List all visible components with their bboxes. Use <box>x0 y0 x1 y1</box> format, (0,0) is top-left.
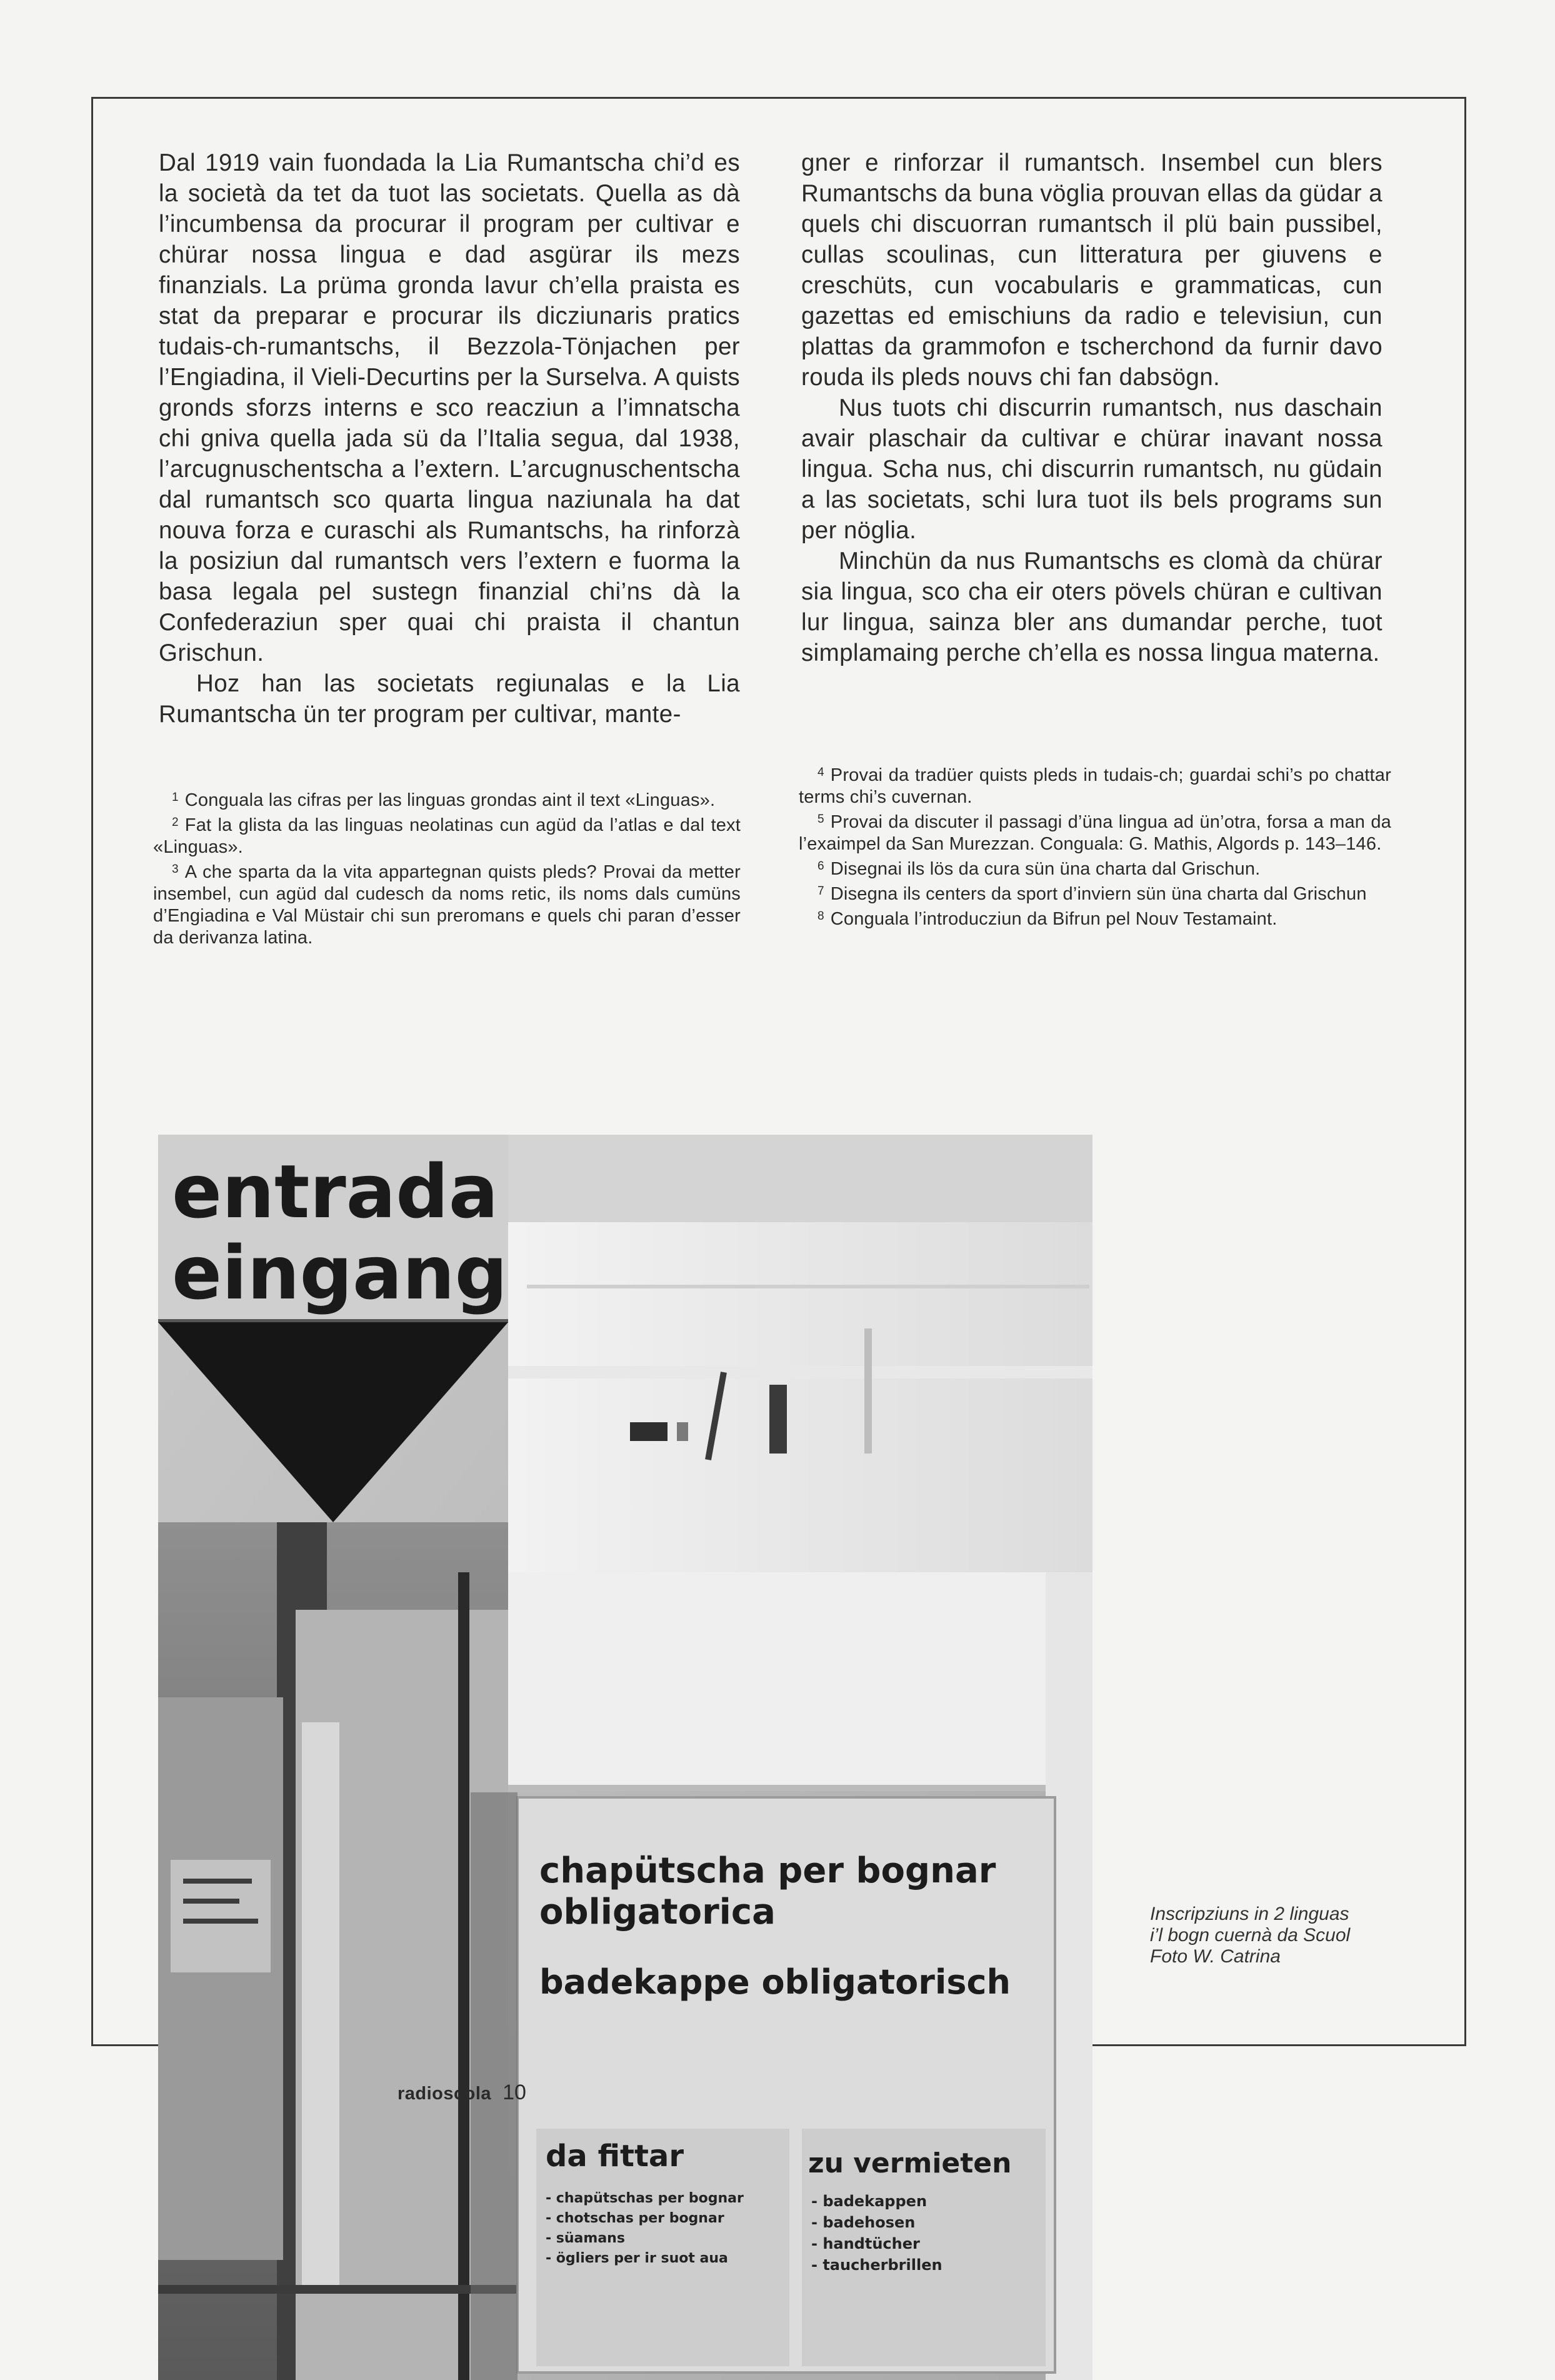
rent-item-right: - handtücher <box>811 2235 920 2252</box>
rent-item-left: - chotschas per bognar <box>546 2211 724 2226</box>
footnote-text: Disegnai ils lös da cura sün üna charta dal Grischun. <box>830 859 1261 879</box>
page-footer <box>398 2080 526 2106</box>
rent-item-left: - ögliers per ir suot aua <box>546 2251 728 2266</box>
photo-caption <box>1150 1904 1356 1967</box>
footnote <box>799 905 1391 930</box>
photo-bilingual-signs <box>158 1135 1092 2380</box>
footnote <box>799 855 1391 880</box>
sign-entrada-text: entrada <box>172 1148 499 1235</box>
footnote-text: Disegna ils centers da sport d’inviern sün üna charta dal Grischun <box>830 884 1367 904</box>
footnote-number: 6 <box>818 860 824 873</box>
rent-item-right: - badehosen <box>811 2214 916 2231</box>
footnote-text: Provai da discuter il passagi d’üna lingua ad ün’otra, forsa a man da l’exaimpel da San Murezzan. Conguala: G. Mathis, Algords p. 143–146. <box>799 812 1391 854</box>
footnote <box>799 880 1391 905</box>
publication-name: radioscola <box>398 2084 492 2104</box>
rent-item-left: - chapütschas per bognar <box>546 2191 744 2206</box>
paragraph: Minchün da nus Rumantschs es clomà da chürar sia lingua, sco cha eir oters pövels chüran e cultivan lur lingua, sainza bler ans dumandar perche, tuot simplamaing perche ch’ella es nossa lingua materna. <box>801 548 1382 666</box>
rent-item-right: - badekappen <box>811 2192 928 2210</box>
footnote-text: Conguala las cifras per las linguas grondas aint il text «Linguas». <box>184 790 716 810</box>
page-number: 10 <box>502 2081 526 2104</box>
sign-main-line3: badekappe obligatorisch <box>539 1962 1011 2002</box>
footnote-number: 8 <box>818 910 824 923</box>
footnote-number: 1 <box>172 791 179 804</box>
footnote-number: 3 <box>172 863 179 876</box>
sign-main-line1: chapütscha per bognar <box>539 1850 996 1891</box>
footnote-number: 5 <box>818 813 824 826</box>
footnote-number: 7 <box>818 885 824 898</box>
rent-item-right: - taucherbrillen <box>811 2256 942 2274</box>
text-column-left <box>159 148 740 730</box>
caption-credit: Foto W. Catrina <box>1150 1946 1281 1967</box>
footnote <box>799 808 1391 855</box>
rent-heading-right: zu vermieten <box>808 2147 1012 2179</box>
rent-heading-left: da fittar <box>546 2139 684 2174</box>
sign-eingang-text: eingang <box>172 1230 508 1316</box>
footnote-text: Provai da tradüer quists pleds in tudais-ch; guardai schi’s po chattar terms chi’s cuvernan. <box>799 765 1391 807</box>
footnote-text: A che sparta da la vita appartegnan quists pleds? Provai da metter insembel, cun agüd dal cudesch da noms retic, ils noms dals cumüns d’Engiadina e Val Müstair chi sun preromans e quels chi paran d’esser da derivanza latina. <box>153 862 741 948</box>
footnote <box>153 786 741 811</box>
paragraph: Nus tuots chi discurrin rumantsch, nus daschain avair plaschair da cultivar e chürar inavant nossa lingua. Scha nus, chi discurrin rumantsch, nu güdain a las societats, schi lura tuot ils bels programs sun per nöglia. <box>801 394 1382 544</box>
footnote <box>153 858 741 949</box>
footnote-text: Fat la glista da las linguas neolatinas cun agüd da l’atlas e dal text «Linguas». <box>153 815 741 857</box>
rent-item-left: - süamans <box>546 2231 625 2246</box>
paragraph: gner e rinforzar il rumantsch. Insembel cun blers Rumantschs da buna vöglia prouvan ellas da güdar a quels chi discuorran rumantsch il plü bain pussibel, cullas scoulinas, cun litteratura per giuvens e creschüts, cun vocabularis e grammaticas, cun gazettas ed emischiuns da radio e televisiun, cun plattas da grammofon e tscherchond da furnir davo rouda ils pleds nouvs chi fan dabsögn. <box>801 149 1382 391</box>
caption-line: Inscripziuns in 2 linguas <box>1150 1904 1349 1924</box>
paragraph: Hoz han las societats regiunalas e la Lia Rumantscha ün ter program per cultivar, mante- <box>159 670 740 728</box>
footnote-number: 2 <box>172 816 179 829</box>
sign-main-line2: obligatorica <box>539 1892 776 1932</box>
footnotes-left <box>153 786 741 949</box>
footnote <box>799 761 1391 808</box>
footnote-number: 4 <box>818 766 824 779</box>
photo-illustration <box>158 1135 1092 2380</box>
text-column-right <box>801 148 1382 668</box>
footnotes-right <box>799 761 1391 930</box>
caption-line: i’l bogn cuernà da Scuol <box>1150 1925 1351 1946</box>
footnote <box>153 811 741 858</box>
footnote-text: Conguala l’introducziun da Bifrun pel Nouv Testamaint. <box>830 909 1278 929</box>
paragraph: Dal 1919 vain fuondada la Lia Rumantscha chi’d es la società da tet da tuot las societats. Quella as dà l’incumbensa da procurar il program per cultivar e chürar nossa lingua e dad asgürar ils mezs finanzials. La prüma gronda lavur ch’ella praista es stat da preparar e procurar ils dicziunaris pratics tudais-ch-rumantschs, il Bezzola-Tönjachen per l’Engiadina, il Vieli-Decurtins per la Surselva. A quists gronds sforzs interns e sco reacziun a l’imnatscha chi gniva quella jada sü da l’Italia segua, dal 1938, l’arcugnuschentscha a l’extern. L’arcugnuschentscha dal rumantsch sco quarta lingua naziunala ha dat nouva forza e curaschi als Rumantschs, ha rinforzà la posiziun dal rumantsch vers l’extern e fuorma la basa legala pel sustegn finanzial chi’ns dà la Confederaziun sper quai chi praista il chantun Grischun. <box>159 149 740 666</box>
